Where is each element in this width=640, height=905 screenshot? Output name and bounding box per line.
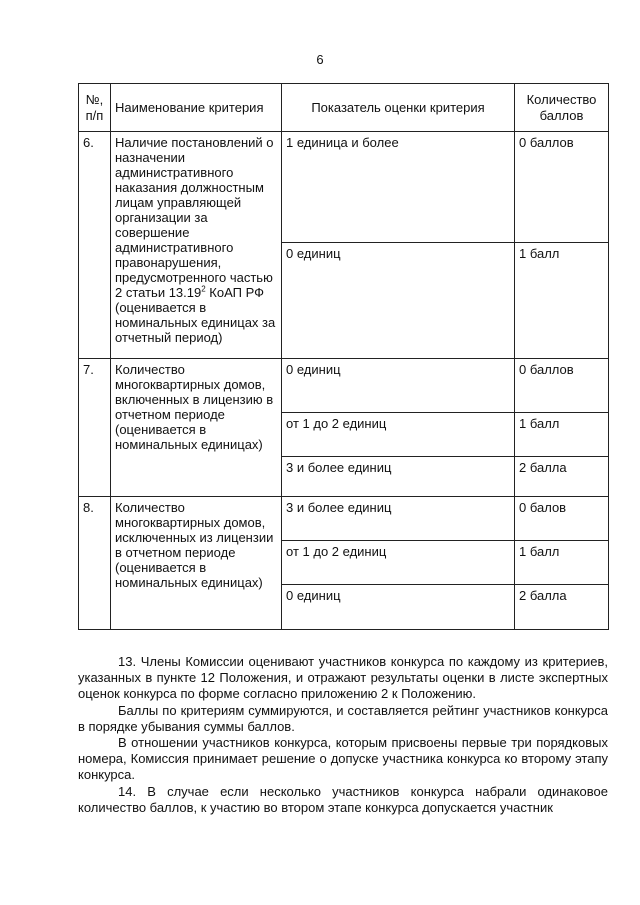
criterion-name (111, 132, 282, 359)
indicator-cell: 0 единиц (282, 585, 515, 630)
body-text (78, 654, 608, 816)
row-number: 6. (79, 132, 111, 359)
paragraph-scores-summed: Баллы по критериям суммируются, и составляется рейтинг участников конкурса в порядке убывания суммы баллов. (78, 702, 608, 734)
criterion-name-superscript: 2 (201, 284, 206, 294)
paragraph-14: 14. В случае если несколько участников конкурса набрали одинаковое количество баллов, к участию во втором этапе конкурса допускается участник (78, 783, 608, 815)
points-cell: 2 балла (515, 585, 609, 630)
header-criterion-name: Наименование критерия (111, 84, 282, 132)
indicator-cell: 1 единица и более (282, 132, 515, 243)
points-cell: 0 баллов (515, 132, 609, 243)
header-number-line2: п/п (85, 107, 104, 123)
table-header-row (79, 84, 609, 132)
header-indicator: Показатель оценки критерия (282, 84, 515, 132)
points-cell: 2 балла (515, 457, 609, 497)
header-points-line2: баллов (539, 107, 584, 123)
table-row (79, 359, 609, 413)
points-cell: 1 балл (515, 243, 609, 359)
points-cell: 0 балов (515, 497, 609, 541)
page-number: 6 (316, 52, 324, 67)
indicator-cell: 0 единиц (282, 359, 515, 413)
row-number: 7. (79, 359, 111, 497)
header-points (515, 84, 609, 132)
header-number (79, 84, 111, 132)
criterion-name: Количество многоквартирных домов, исключенных из лицензии в отчетном периоде (оценивается в номинальных единицах) (111, 497, 282, 630)
criterion-name-text-tail: КоАП РФ (оценивается в номинальных единицах за отчетный период) (115, 285, 276, 345)
header-points-line1: Количество (526, 91, 597, 107)
criteria-table (78, 83, 609, 630)
criterion-name: Количество многоквартирных домов, включенных в лицензию в отчетном периоде (оценивается в номинальных единицах) (111, 359, 282, 497)
points-cell: 1 балл (515, 413, 609, 457)
points-cell: 0 баллов (515, 359, 609, 413)
indicator-cell: от 1 до 2 единиц (282, 541, 515, 585)
table-row (79, 132, 609, 243)
indicator-cell: 3 и более единиц (282, 457, 515, 497)
paragraph-13: 13. Члены Комиссии оценивают участников конкурса по каждому из критериев, указанных в пункте 12 Положения, и отражают результаты оценки в листе экспертных оценок конкурса по форме согласно приложению 2 к Положению. (78, 654, 608, 702)
criterion-name-text: Наличие постановлений о назначении административного наказания должностным лицам управляющей организации за совершение административного правонарушения, предусмотренного частью 2 статьи 13.19 (115, 135, 274, 300)
header-number-line1: №, (85, 91, 104, 107)
indicator-cell: 3 и более единиц (282, 497, 515, 541)
indicator-cell: от 1 до 2 единиц (282, 413, 515, 457)
points-cell: 1 балл (515, 541, 609, 585)
row-number: 8. (79, 497, 111, 630)
paragraph-top-three: В отношении участников конкурса, которым присвоены первые три порядковых номера, Комиссия принимает решение о допуске участника конкурса ко второму этапу конкурса. (78, 735, 608, 783)
table-row (79, 497, 609, 541)
indicator-cell: 0 единиц (282, 243, 515, 359)
